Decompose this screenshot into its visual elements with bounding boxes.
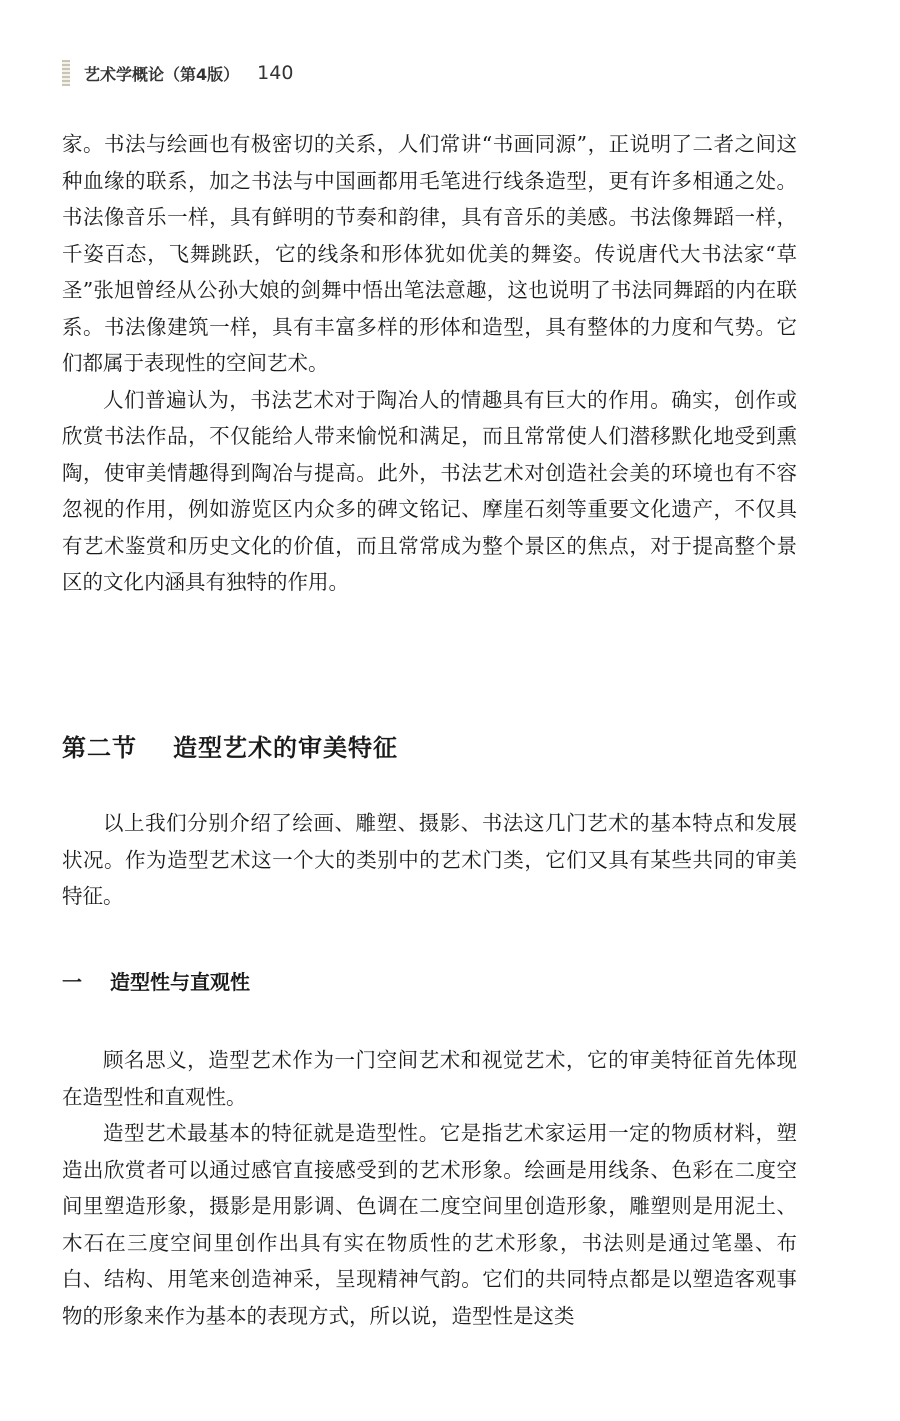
section-heading	[62, 728, 398, 763]
paragraph: 家。书法与绘画也有极密切的关系，人们常讲“书画同源”，正说明了二者之间这种血缘的联系，加之书法与中国画都用毛笔进行线条造型，更有许多相通之处。书法像音乐一样，具有鲜明的节奏和韵律，具有音乐的美感。书法像舞蹈一样，千姿百态，飞舞跳跃，它的线条和形体犹如优美的舞姿。传说唐代大书法家“草圣”张旭曾经从公孙大娘的剑舞中悟出笔法意趣，这也说明了书法同舞蹈的内在联系。书法像建筑一样，具有丰富多样的形体和造型，具有整体的力度和气势。它们都属于表现性的空间艺术。	[62, 132, 797, 375]
section-number: 第二节	[62, 734, 137, 762]
subsection-title: 造型性与直观性	[110, 970, 250, 994]
subsection-heading	[62, 966, 250, 995]
section-title: 造型艺术的审美特征	[173, 734, 398, 762]
page-number: 140	[257, 62, 294, 84]
paragraph: 以上我们分别介绍了绘画、雕塑、摄影、书法这几门艺术的基本特点和发展状况。作为造型艺术这一个大的类别中的艺术门类，它们又具有某些共同的审美特征。	[62, 811, 797, 908]
paragraph: 顾名思义，造型艺术作为一门空间艺术和视觉艺术，它的审美特征首先体现在造型性和直观性。	[62, 1048, 797, 1109]
book-title: 艺术学概论（第4版）	[84, 64, 240, 84]
paragraph: 造型艺术最基本的特征就是造型性。它是指艺术家运用一定的物质材料，塑造出欣赏者可以通过感官直接感受到的艺术形象。绘画是用线条、色彩在二度空间里塑造形象，摄影是用影调、色调在二度空间里创造形象，雕塑则是用泥土、木石在三度空间里创作出具有实在物质性的艺术形象，书法则是通过笔墨、布白、结构、用笔来创造神采，呈现精神气韵。它们的共同特点都是以塑造客观事物的形象来作为基本的表现方式，所以说，造型性是这类	[62, 1121, 797, 1328]
text-block-formativeness	[62, 1042, 797, 1334]
text-block-intro	[62, 805, 797, 915]
subsection-number: 一	[62, 970, 82, 994]
header-decoration	[62, 60, 70, 86]
running-header	[62, 60, 293, 86]
text-block-calligraphy	[62, 126, 797, 601]
paragraph: 人们普遍认为，书法艺术对于陶冶人的情趣具有巨大的作用。确实，创作或欣赏书法作品，不仅能给人带来愉悦和满足，而且常常使人们潜移默化地受到熏陶，使审美情趣得到陶冶与提高。此外，书法艺术对创造社会美的环境也有不容忽视的作用，例如游览区内众多的碑文铭记、摩崖石刻等重要文化遗产，不仅具有艺术鉴赏和历史文化的价值，而且常常成为整个景区的焦点，对于提高整个景区的文化内涵具有独特的作用。	[62, 387, 797, 594]
